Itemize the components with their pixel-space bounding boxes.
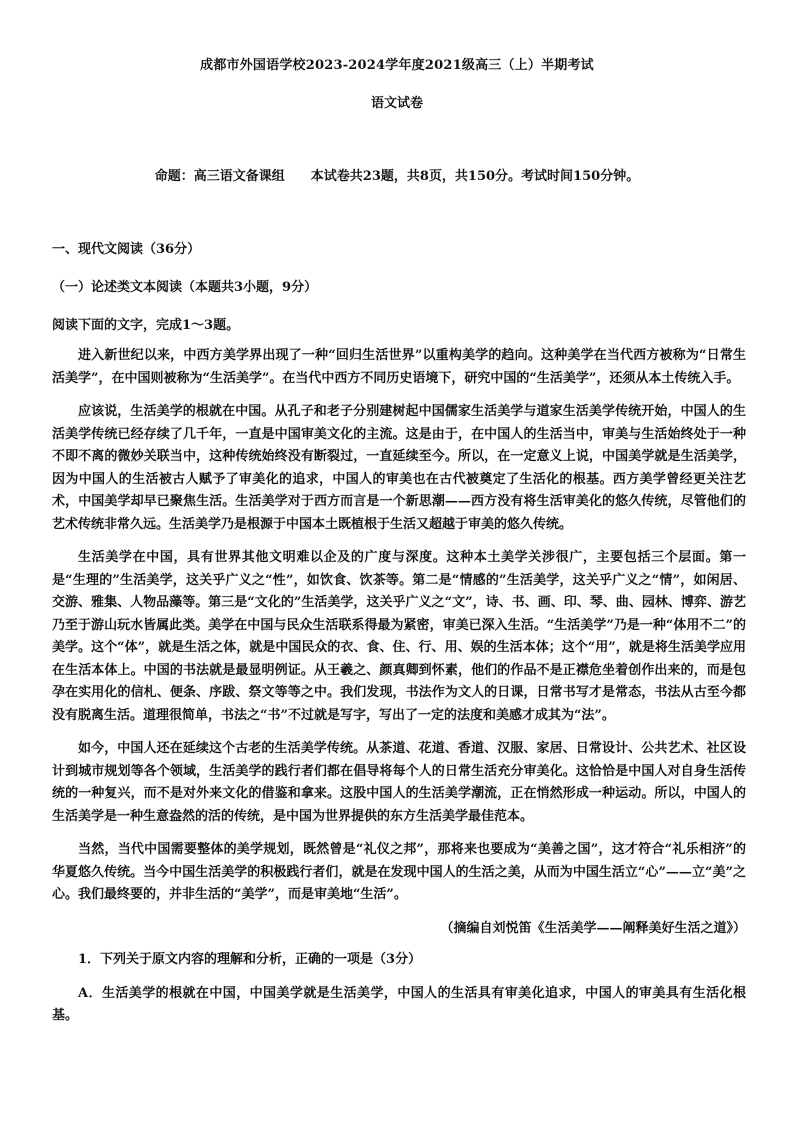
exam-subject: 语文试卷 — [370, 96, 423, 111]
passage-source: （摘编自刘悦笛《生活美学——阐释美好生活之道》） — [440, 920, 746, 936]
reading-instruction: 阅读下面的文字，完成1～3题。 — [52, 318, 240, 333]
exam-info: 命题：高三语文备课组 本试卷共23题，共8页，共150分。考试时间150分钟。 — [154, 169, 640, 184]
passage — [52, 345, 746, 1039]
passage-paragraph: 生活美学在中国，具有世界其他文明难以企及的广度与深度。这种本土美学关涉很广，主要包括三个层面。第一是“生理的”生活美学，这关乎广义之“性”，如饮食、饮茶等。第二是“情感的”生活美学，这关乎广义之“情”，如闲居、交游、雅集、人物品藻等。第三是“文化的”生活美学，这关乎广义之“文”，诗、书、画、印、琴、曲、园林、博弈、游艺乃至于游山玩水皆属此类。美学在中国与民众生活联系得最为紧密，审美已深入生活。“生活美学”乃是一种“体用不二”的美学。这个“体”，就是生活之体，就是中国民众的衣、食、住、行、用、娱的生活本体；这个“用”，就是将生活美学应用在生活本体上。中国的书法就是最显明例证。从王羲之、颜真卿到怀素，他们的作品不是正襟危坐着创作出来的，而是包孕在实用化的信札、便条、序跋、祭文等等之中。我们发现，书法作为文人的日课，日常书写才是常态，书法从古至今都没有脱离生活。道理很简单，书法之“书”不过就是写字，写出了一定的法度和美感才成其为“法”。 — [52, 550, 746, 723]
section-subheading: （一）论述类文本阅读（本题共3小题，9分） — [52, 280, 318, 295]
passage-paragraph: 如今，中国人还在延续这个古老的生活美学传统。从茶道、花道、香道、汉服、家居、日常设计、公共艺术、社区设计到城市规划等各个领域，生活美学的践行者们都在倡导将每个人的日常生活充分审美化。这恰恰是中国人对自身生活传统的一种复兴，而不是对外来文化的借鉴和拿来。这股中国人的生活美学潮流，正在悄然形成一种运动。所以，中国人的生活美学是一种生意盎然的活的传统，是中国为世界提供的东方生活美学最佳范本。 — [52, 741, 746, 824]
passage-paragraph: 进入新世纪以来，中西方美学界出现了一种“回归生活世界”以重构美学的趋向。这种美学在当代西方被称为“日常生活美学”，在中国则被称为“生活美学”。在当代中西方不同历史语境下，研究中国的“生活美学”，还须从本土传统入手。 — [52, 348, 746, 386]
question-option-a: A．生活美学的根就在中国，中国美学就是生活美学，中国人的生活具有审美化追求，中国人的审美具有生活化根基。 — [52, 985, 746, 1023]
passage-paragraph: 当然，当代中国需要整体的美学规划，既然曾是“礼仪之邦”，那将来也要成为“美善之国”，这才符合“礼乐相济”的华夏悠久传统。当今中国生活美学的积极践行者们，就是在发现中国人的生活之美，从而为中国生活立“心”——立“美”之心。我们最终要的，并非生活的“美学”，而是审美地“生活”。 — [52, 842, 746, 902]
question-stem: 1．下列关于原文内容的理解和分析，正确的一项是（3分） — [78, 952, 422, 967]
passage-paragraph: 应该说，生活美学的根就在中国。从孔子和老子分别建树起中国儒家生活美学与道家生活美学传统开始，中国人的生活美学传统已经存续了几千年，一直是中国审美文化的主流。这是由于，在中国人的生活当中，审美与生活始终处于一种不即不离的微妙关联当中，这种传统始终没有断裂过，一直延续至今。所以，在一定意义上说，中国美学就是生活美学，因为中国人的生活被古人赋予了审美化的追求，中国人的审美也在古代被奠定了生活化的根基。西方美学曾经更关注艺术，中国美学却早已聚焦生活。生活美学对于西方而言是一个新思潮——西方没有将生活审美化的悠久传统，尽管他们的艺术传统非常久远。生活美学乃是根源于中国本土既植根于生活又超越于审美的悠久传统。 — [52, 404, 746, 532]
section-heading: 一、现代文阅读（36分） — [52, 242, 201, 257]
exam-title: 成都市外国语学校2023-2024学年度2021级高三（上）半期考试 — [200, 58, 594, 73]
